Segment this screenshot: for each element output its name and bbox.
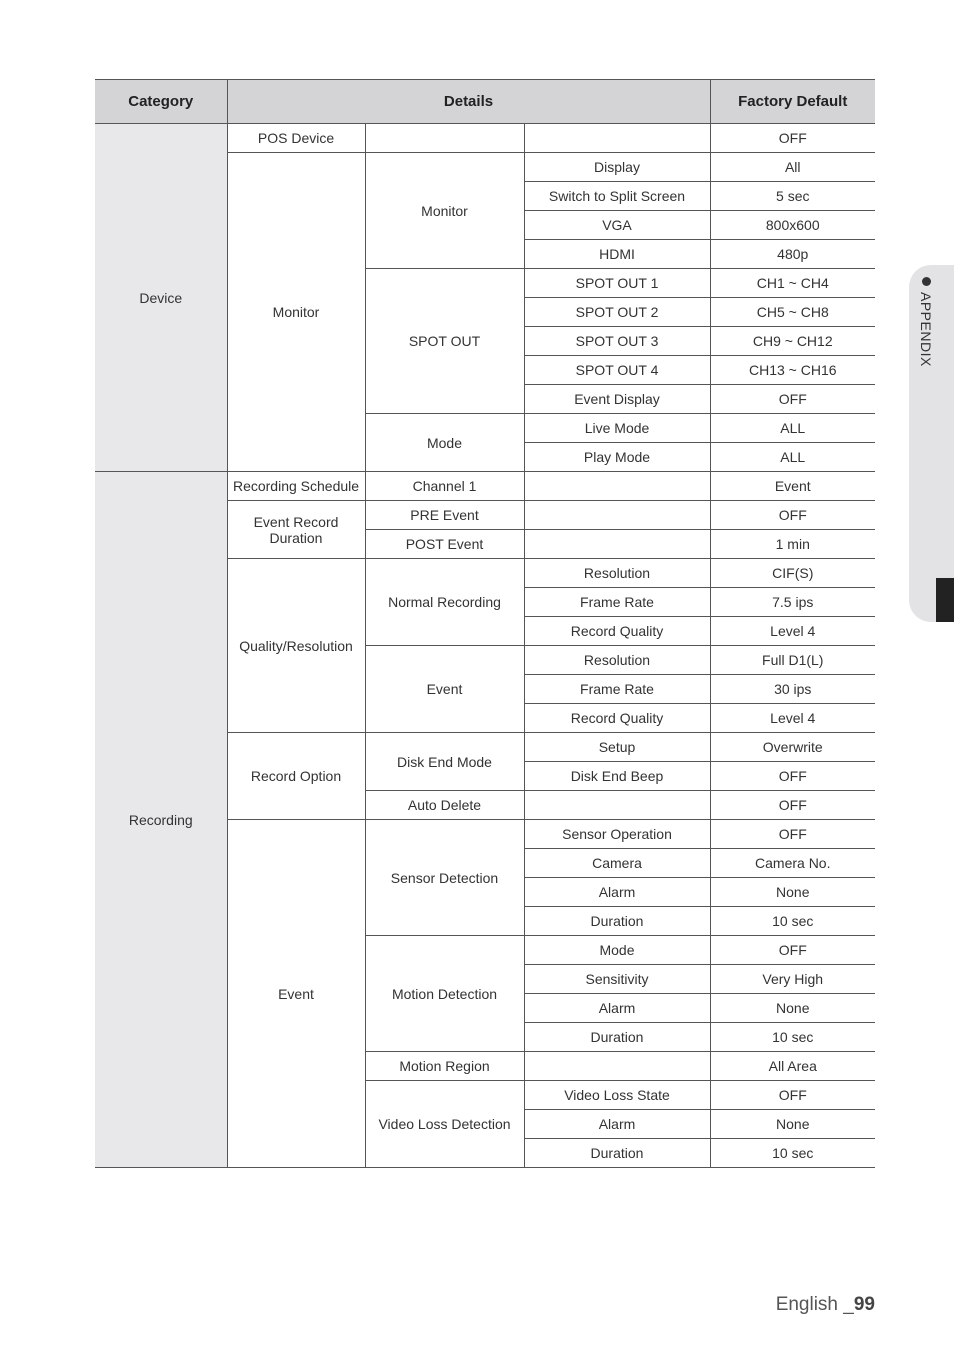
detail-event-quality: Event: [365, 646, 524, 733]
default-value: Full D1(L): [710, 646, 875, 675]
header-factory-default: Factory Default: [710, 80, 875, 124]
default-value: OFF: [710, 936, 875, 965]
detail-cell: Camera: [524, 849, 710, 878]
detail-cell: [524, 472, 710, 501]
detail-pos-device: POS Device: [227, 124, 365, 153]
header-row: [95, 80, 875, 124]
detail-cell: Alarm: [524, 1110, 710, 1139]
default-value: Camera No.: [710, 849, 875, 878]
detail-cell: HDMI: [524, 240, 710, 269]
default-value: OFF: [710, 762, 875, 791]
default-value: CH5 ~ CH8: [710, 298, 875, 327]
side-tab-label: [916, 277, 934, 367]
detail-cell: Resolution: [524, 646, 710, 675]
detail-cell: [524, 530, 710, 559]
detail-cell: PRE Event: [365, 501, 524, 530]
detail-cell: [365, 124, 524, 153]
default-value: 7.5 ips: [710, 588, 875, 617]
default-value: All Area: [710, 1052, 875, 1081]
default-value: OFF: [710, 124, 875, 153]
default-value: 10 sec: [710, 1023, 875, 1052]
default-value: CH9 ~ CH12: [710, 327, 875, 356]
page-number: 99: [853, 1294, 875, 1315]
default-value: ALL: [710, 443, 875, 472]
default-value: Very High: [710, 965, 875, 994]
category-device: Device: [95, 124, 227, 472]
detail-video-loss-detection: Video Loss Detection: [365, 1081, 524, 1168]
default-value: 10 sec: [710, 1139, 875, 1168]
detail-cell: Frame Rate: [524, 675, 710, 704]
default-value: ALL: [710, 414, 875, 443]
detail-cell: [524, 124, 710, 153]
detail-event-record-duration: Event Record Duration: [227, 501, 365, 559]
detail-cell: [524, 791, 710, 820]
default-value: 5 sec: [710, 182, 875, 211]
detail-monitor-group: Monitor: [227, 153, 365, 472]
default-value: None: [710, 1110, 875, 1139]
detail-cell: Mode: [524, 936, 710, 965]
detail-cell: VGA: [524, 211, 710, 240]
detail-cell: Alarm: [524, 878, 710, 907]
detail-cell: Event Display: [524, 385, 710, 414]
detail-cell: SPOT OUT 3: [524, 327, 710, 356]
footer-language: English _: [775, 1294, 854, 1315]
detail-event-group: Event: [227, 820, 365, 1168]
default-value: None: [710, 994, 875, 1023]
detail-cell: Resolution: [524, 559, 710, 588]
default-value: OFF: [710, 1081, 875, 1110]
detail-cell: Record Quality: [524, 704, 710, 733]
detail-cell: Live Mode: [524, 414, 710, 443]
detail-cell: Frame Rate: [524, 588, 710, 617]
detail-recording-schedule: Recording Schedule: [227, 472, 365, 501]
default-value: OFF: [710, 820, 875, 849]
detail-cell: Duration: [524, 1023, 710, 1052]
detail-disk-end-mode: Disk End Mode: [365, 733, 524, 791]
table-row: [95, 472, 875, 501]
detail-cell: SPOT OUT 4: [524, 356, 710, 385]
default-value: 1 min: [710, 530, 875, 559]
default-value: Overwrite: [710, 733, 875, 762]
default-value: Event: [710, 472, 875, 501]
detail-cell: SPOT OUT 1: [524, 269, 710, 298]
detail-cell: SPOT OUT 2: [524, 298, 710, 327]
detail-motion-detection: Motion Detection: [365, 936, 524, 1052]
bullet-icon: [922, 277, 931, 286]
header-category: Category: [95, 80, 227, 124]
detail-normal-recording: Normal Recording: [365, 559, 524, 646]
default-value: CH1 ~ CH4: [710, 269, 875, 298]
default-value: 480p: [710, 240, 875, 269]
detail-cell: Video Loss State: [524, 1081, 710, 1110]
detail-cell: Display: [524, 153, 710, 182]
default-value: OFF: [710, 501, 875, 530]
detail-cell: POST Event: [365, 530, 524, 559]
detail-cell: Duration: [524, 1139, 710, 1168]
detail-cell: Auto Delete: [365, 791, 524, 820]
detail-cell: Alarm: [524, 994, 710, 1023]
detail-cell: Duration: [524, 907, 710, 936]
default-value: CH13 ~ CH16: [710, 356, 875, 385]
appendix-label: APPENDIX: [918, 292, 934, 367]
detail-record-option: Record Option: [227, 733, 365, 820]
default-value: OFF: [710, 791, 875, 820]
table-row: [95, 124, 875, 153]
detail-monitor: Monitor: [365, 153, 524, 269]
default-value: None: [710, 878, 875, 907]
detail-spot-out: SPOT OUT: [365, 269, 524, 414]
detail-cell: Channel 1: [365, 472, 524, 501]
default-value: CIF(S): [710, 559, 875, 588]
detail-cell: Motion Region: [365, 1052, 524, 1081]
default-value: OFF: [710, 385, 875, 414]
default-value: 30 ips: [710, 675, 875, 704]
default-value: 10 sec: [710, 907, 875, 936]
default-value: Level 4: [710, 617, 875, 646]
default-value: 800x600: [710, 211, 875, 240]
detail-cell: Sensor Operation: [524, 820, 710, 849]
default-value: All: [710, 153, 875, 182]
detail-sensor-detection: Sensor Detection: [365, 820, 524, 936]
header-details: Details: [227, 80, 710, 124]
detail-quality-resolution: Quality/Resolution: [227, 559, 365, 733]
detail-cell: Setup: [524, 733, 710, 762]
page-footer: [700, 1294, 875, 1316]
category-recording: Recording: [95, 472, 227, 1168]
detail-cell: Play Mode: [524, 443, 710, 472]
side-tab-marker: [936, 578, 954, 622]
detail-cell: Disk End Beep: [524, 762, 710, 791]
settings-table: [95, 79, 875, 1168]
detail-cell: [524, 501, 710, 530]
default-value: Level 4: [710, 704, 875, 733]
detail-cell: Sensitivity: [524, 965, 710, 994]
detail-cell: Switch to Split Screen: [524, 182, 710, 211]
detail-cell: [524, 1052, 710, 1081]
detail-cell: Record Quality: [524, 617, 710, 646]
detail-mode: Mode: [365, 414, 524, 472]
